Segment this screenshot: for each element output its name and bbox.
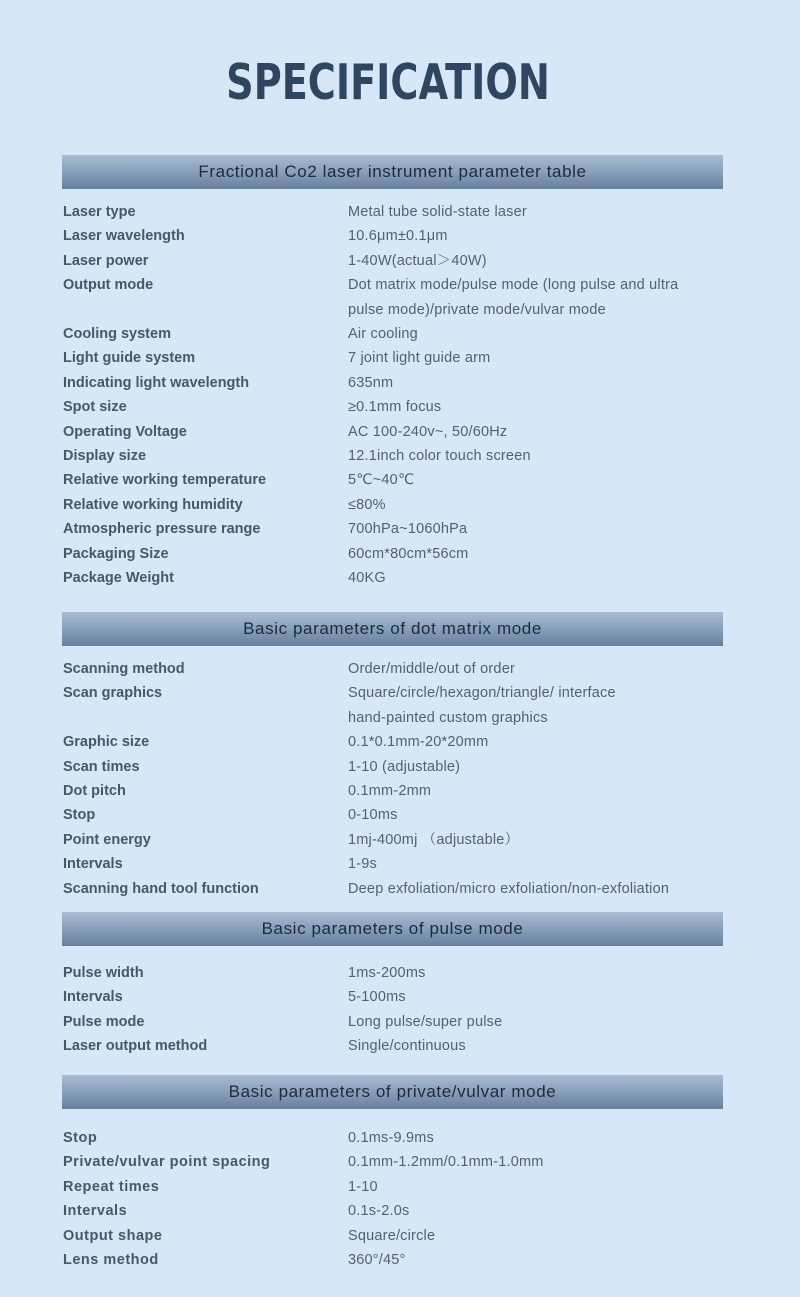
param-value — [348, 224, 726, 248]
param-value — [348, 542, 726, 566]
table-row — [62, 657, 723, 681]
param-label: Scan graphics — [63, 685, 163, 702]
table-row — [62, 852, 723, 876]
param-label: Intervals — [63, 856, 123, 873]
param-label: Display size — [63, 448, 147, 465]
param-label: Dot pitch — [63, 783, 126, 800]
param-label: Repeat times — [63, 1178, 160, 1195]
param-value — [348, 730, 726, 754]
table-row — [62, 730, 723, 754]
table-row — [62, 755, 723, 779]
param-value-line: 7 joint light guide arm — [348, 350, 491, 367]
table-row — [62, 1150, 723, 1174]
param-value — [348, 828, 726, 852]
param-label: Laser type — [63, 204, 136, 220]
page-title: SPECIFICATION — [226, 54, 550, 111]
param-value-line: Long pulse/super pulse — [348, 1013, 503, 1030]
table-row — [62, 566, 723, 590]
param-label: Laser power — [63, 252, 149, 269]
param-value — [348, 985, 726, 1009]
param-value — [348, 346, 726, 370]
param-value-line: AC 100-240v~, 50/60Hz — [348, 423, 508, 440]
section-dot-matrix-mode — [62, 612, 723, 897]
param-value-line: 0.1s-2.0s — [348, 1203, 410, 1220]
param-value-line: 12.1inch color touch screen — [348, 448, 531, 465]
table-row — [62, 420, 723, 444]
section-private-vulvar-mode — [62, 1075, 723, 1269]
param-value — [348, 1175, 726, 1199]
param-value-line: 10.6μm±0.1μm — [348, 228, 448, 245]
param-label: Point energy — [63, 831, 151, 848]
param-label: Spot size — [63, 399, 127, 416]
table-row — [62, 1034, 723, 1058]
param-label: Pulse mode — [63, 1013, 145, 1030]
param-value — [348, 420, 726, 444]
param-value-line: 60cm*80cm*56cm — [348, 545, 469, 562]
table-row — [62, 517, 723, 541]
section-instrument-parameters — [62, 155, 723, 587]
param-value-line: Air cooling — [348, 326, 418, 343]
param-value — [348, 877, 726, 901]
section-header: Basic parameters of private/vulvar mode — [62, 1075, 723, 1109]
param-label: Light guide system — [63, 350, 196, 367]
param-label: Indicating light wavelength — [63, 374, 250, 391]
table-row — [62, 1010, 723, 1034]
param-value — [348, 371, 726, 395]
param-value — [348, 1224, 726, 1248]
param-value — [348, 1010, 726, 1034]
param-value-line: ≥0.1mm focus — [348, 399, 442, 416]
param-value-line: 0.1mm-2mm — [348, 783, 432, 800]
param-label: Cooling system — [63, 326, 171, 343]
param-value-line: 360°/45° — [348, 1252, 406, 1269]
table-row — [62, 1126, 723, 1150]
param-label: Relative working temperature — [63, 472, 267, 489]
param-value — [348, 1126, 726, 1150]
table-row — [62, 395, 723, 419]
param-value — [348, 803, 726, 827]
param-value-line: 0-10ms — [348, 807, 398, 824]
param-value-line: 5-100ms — [348, 989, 406, 1006]
param-label: Output shape — [63, 1227, 163, 1244]
section-pulse-mode — [62, 912, 723, 1055]
param-value — [348, 322, 726, 346]
section-header: Basic parameters of pulse mode — [62, 912, 723, 946]
param-value — [348, 1150, 726, 1174]
param-label: Stop — [63, 1130, 98, 1146]
param-value — [348, 444, 726, 468]
param-value — [348, 681, 726, 730]
param-value — [348, 395, 726, 419]
param-value — [348, 852, 726, 876]
param-value-line: 700hPa~1060hPa — [348, 521, 468, 538]
table-row — [62, 249, 723, 273]
param-value-line: 0.1*0.1mm-20*20mm — [348, 734, 489, 751]
param-value-line: 0.1mm-1.2mm/0.1mm-1.0mm — [348, 1154, 544, 1171]
param-value — [348, 961, 726, 985]
table-row — [62, 371, 723, 395]
param-value-line: 1-9s — [348, 856, 378, 873]
param-label: Laser output method — [63, 1038, 208, 1055]
parameter-list — [62, 657, 723, 901]
table-row — [62, 961, 723, 985]
parameter-list — [62, 1126, 723, 1272]
param-value-line: Single/continuous — [348, 1038, 466, 1055]
table-row — [62, 468, 723, 492]
param-label: Scanning hand tool function — [63, 880, 259, 897]
param-value — [348, 468, 726, 492]
param-value-line: 40KG — [348, 570, 386, 587]
table-row — [62, 1248, 723, 1272]
param-label: Atmospheric pressure range — [63, 521, 261, 538]
table-row — [62, 803, 723, 827]
table-row — [62, 493, 723, 517]
param-value-line: 0.1ms-9.9ms — [348, 1130, 434, 1146]
table-row — [62, 681, 723, 730]
param-label: Scan times — [63, 758, 140, 775]
section-header: Fractional Co2 laser instrument parameter table — [62, 155, 723, 189]
param-label: Lens method — [63, 1252, 159, 1269]
param-label: Private/vulvar point spacing — [63, 1154, 271, 1171]
param-value-line: Square/circle — [348, 1227, 436, 1244]
param-value — [348, 779, 726, 803]
param-value-line: 1-10 (adjustable) — [348, 758, 461, 775]
param-value-line: Metal tube solid-state laser — [348, 204, 527, 220]
param-label: Output mode — [63, 277, 154, 294]
param-value-line: 1-40W(actual＞40W) — [348, 252, 487, 269]
param-value — [348, 755, 726, 779]
table-row — [62, 346, 723, 370]
param-label: Package Weight — [63, 570, 174, 587]
param-value-line: 5℃~40℃ — [348, 472, 415, 489]
param-value — [348, 249, 726, 273]
param-value — [348, 200, 726, 224]
param-value-line: ≤80% — [348, 496, 386, 513]
param-label: Graphic size — [63, 734, 150, 751]
param-value-line: pulse mode)/private mode/vulvar mode — [348, 301, 606, 318]
table-row — [62, 877, 723, 901]
table-row — [62, 322, 723, 346]
param-value-line: hand-painted custom graphics — [348, 709, 548, 726]
param-value-line: 1mj-400mj （adjustable） — [348, 831, 520, 848]
param-label: Intervals — [63, 1203, 128, 1220]
param-value-line: Order/middle/out of order — [348, 661, 515, 677]
section-header: Basic parameters of dot matrix mode — [62, 612, 723, 646]
param-value-line: Square/circle/hexagon/triangle/ interface — [348, 685, 616, 702]
param-value — [348, 1034, 726, 1058]
table-row — [62, 273, 723, 322]
param-value — [348, 273, 726, 322]
table-row — [62, 224, 723, 248]
table-row — [62, 444, 723, 468]
param-value-line: 635nm — [348, 374, 394, 391]
param-label: Stop — [63, 807, 96, 824]
parameter-list — [62, 200, 723, 591]
table-row — [62, 1175, 723, 1199]
table-row — [62, 200, 723, 224]
param-label: Laser wavelength — [63, 228, 185, 245]
param-value-line: 1ms-200ms — [348, 965, 426, 981]
table-row — [62, 985, 723, 1009]
param-value-line: Dot matrix mode/pulse mode (long pulse and ultra — [348, 277, 679, 294]
param-value — [348, 1248, 726, 1272]
param-label: Operating Voltage — [63, 423, 187, 440]
param-value — [348, 493, 726, 517]
param-label: Pulse width — [63, 965, 144, 981]
param-value — [348, 1199, 726, 1223]
param-label: Relative working humidity — [63, 496, 243, 513]
table-row — [62, 779, 723, 803]
param-value — [348, 517, 726, 541]
table-row — [62, 1199, 723, 1223]
param-label: Intervals — [63, 989, 123, 1006]
param-value — [348, 657, 726, 681]
param-label: Scanning method — [63, 661, 185, 677]
table-row — [62, 1224, 723, 1248]
param-value — [348, 566, 726, 590]
param-value-line: Deep exfoliation/micro exfoliation/non-exfoliation — [348, 880, 670, 897]
param-label: Packaging Size — [63, 545, 169, 562]
parameter-list — [62, 961, 723, 1059]
param-value-line: 1-10 — [348, 1178, 378, 1195]
table-row — [62, 542, 723, 566]
table-row — [62, 828, 723, 852]
